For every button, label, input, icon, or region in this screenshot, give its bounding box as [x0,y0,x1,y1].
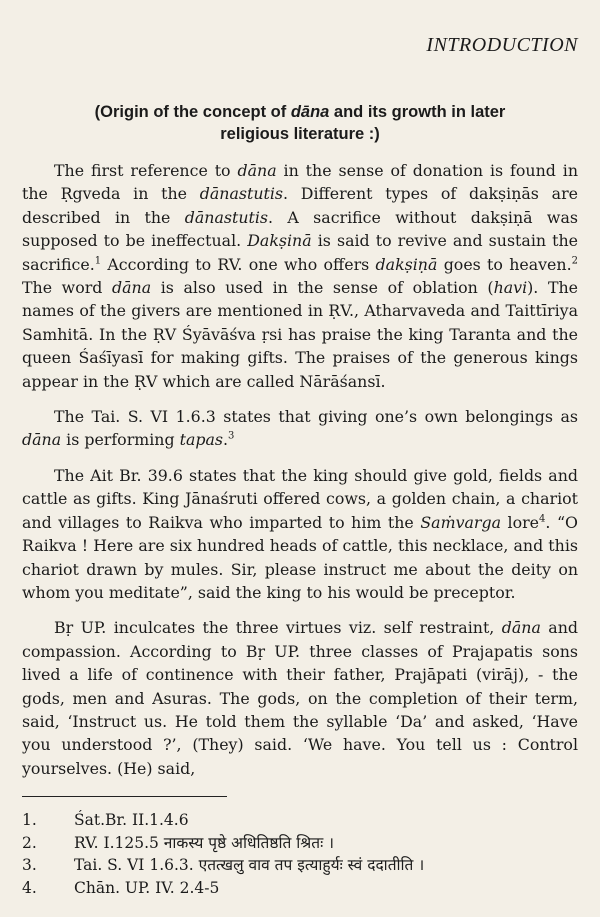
paragraph [22,464,578,604]
footnote-number: 4. [22,878,37,897]
heading-text-2: and its growth in later [329,103,506,121]
footnote-text: Tai. S. VI 1.6.3. एतत्खलु वाव तप इत्याहुर्यः स्वं ददातीति । [74,856,425,875]
text-segment: is said to revive and sustain the sacrifice. [22,231,578,274]
text-segment: According to RV. one who offers [101,254,376,274]
footnote-text: RV. I.125.5 नाकस्य पृष्ठे अधितिष्ठति श्रितः । [74,833,335,852]
italic-term: dānastutis [184,207,269,227]
footnote-number: 3. [22,856,37,875]
italic-term: dāna [501,618,541,638]
italic-term: havi [493,278,528,298]
paragraph [22,616,578,780]
italic-term: Dakṣinā [247,231,312,251]
text-segment: is also used in the sense of oblation ( [151,278,494,298]
footnote-item [22,854,578,877]
text-segment: ). The names of the givers are mentioned in ṚV., Atharvaveda and Taittīriya Samhitā. In the ṚV Śyāvāśva ṛsi has praise the king Taranta and the queen Śaśīyasī for making gifts. The praises of the generous kings appear in the ṚV which are called Nārāśansī. [22,278,579,391]
text-segment: The word [22,278,112,298]
italic-term: dāna [112,278,152,298]
section-heading-line-2: religious literature :) [220,125,380,143]
text-segment: Bṛ UP. inculcates the three virtues viz. self restraint, [54,618,502,638]
paragraph [22,405,578,452]
text-segment: . Different types of dakṣiṇās are described in the [22,184,578,227]
footnotes-list [22,809,578,899]
footnote-text: Śat.Br. II.1.4.6 [74,811,189,830]
italic-term: dāna [237,161,277,180]
footnote-ref: 1 [94,255,102,267]
footnote-item [22,809,578,832]
paragraph [22,159,578,393]
italic-term: dāna [22,430,62,450]
text-segment: The Tai. S. VI 1.6.3 states that giving one’s own belongings as [54,407,578,427]
footnote-ref: 4 [539,513,546,525]
footnote-item [22,832,578,855]
text-segment: . [223,430,229,450]
text-segment: is performing [61,430,180,450]
text-segment: The Ait Br. 39.6 states that the king should give gold, fields and cattle as gifts. King Jānaśruti offered cows, a golden chain, a chariot and villages to Raikva who imparted to him the [22,465,578,532]
text-segment: and compassion. According to Bṛ UP. three classes of Prajapatis sons lived a life of continence with their father, Prajāpati (virāj), - the gods, men and Asuras. The gods, on the completion of their term, said, ‘Instruct us. He told them the syllable ‘Da’ and asked, ‘Have you understood ?’, (They) said. ‘We have. You tell us : Control yourselves. (He) said, [22,618,578,778]
footnote-divider [22,796,227,797]
text-segment: goes to heaven. [437,254,572,274]
footnote-item [22,877,578,900]
italic-term: Saṁvarga [420,512,501,532]
footnote-number: 1. [22,811,37,830]
footnote-ref: 2 [571,255,578,267]
section-heading [22,101,578,145]
footnote-text: Chān. UP. IV. 2.4-5 [74,878,220,897]
text-segment: in the sense of donation is found in the Ṛgveda in the [22,161,578,204]
running-head: INTRODUCTION [426,34,578,56]
text-segment: lore [501,512,540,532]
italic-term: dānastutis [199,184,284,204]
heading-text-1: (Origin of the concept of [94,103,291,121]
text-segment: . “O Raikva ! Here are six hundred heads of cattle, this necklace, and this chariot drawn by mules. Sir, please instruct me about the deity on whom you meditate”, said the king to his would be preceptor. [22,512,579,602]
body-text [22,159,578,780]
heading-italic: dāna [290,103,330,121]
footnote-number: 2. [22,833,37,852]
text-segment: The first reference to [54,161,238,180]
footnote-ref: 3 [228,431,235,443]
text-segment: . A sacrifice without dakṣiṇā was supposed to be ineffectual. [22,207,578,251]
italic-term: tapas [179,430,223,450]
italic-term: dakṣiṇā [375,254,438,274]
section-heading-line-1 [22,101,578,123]
